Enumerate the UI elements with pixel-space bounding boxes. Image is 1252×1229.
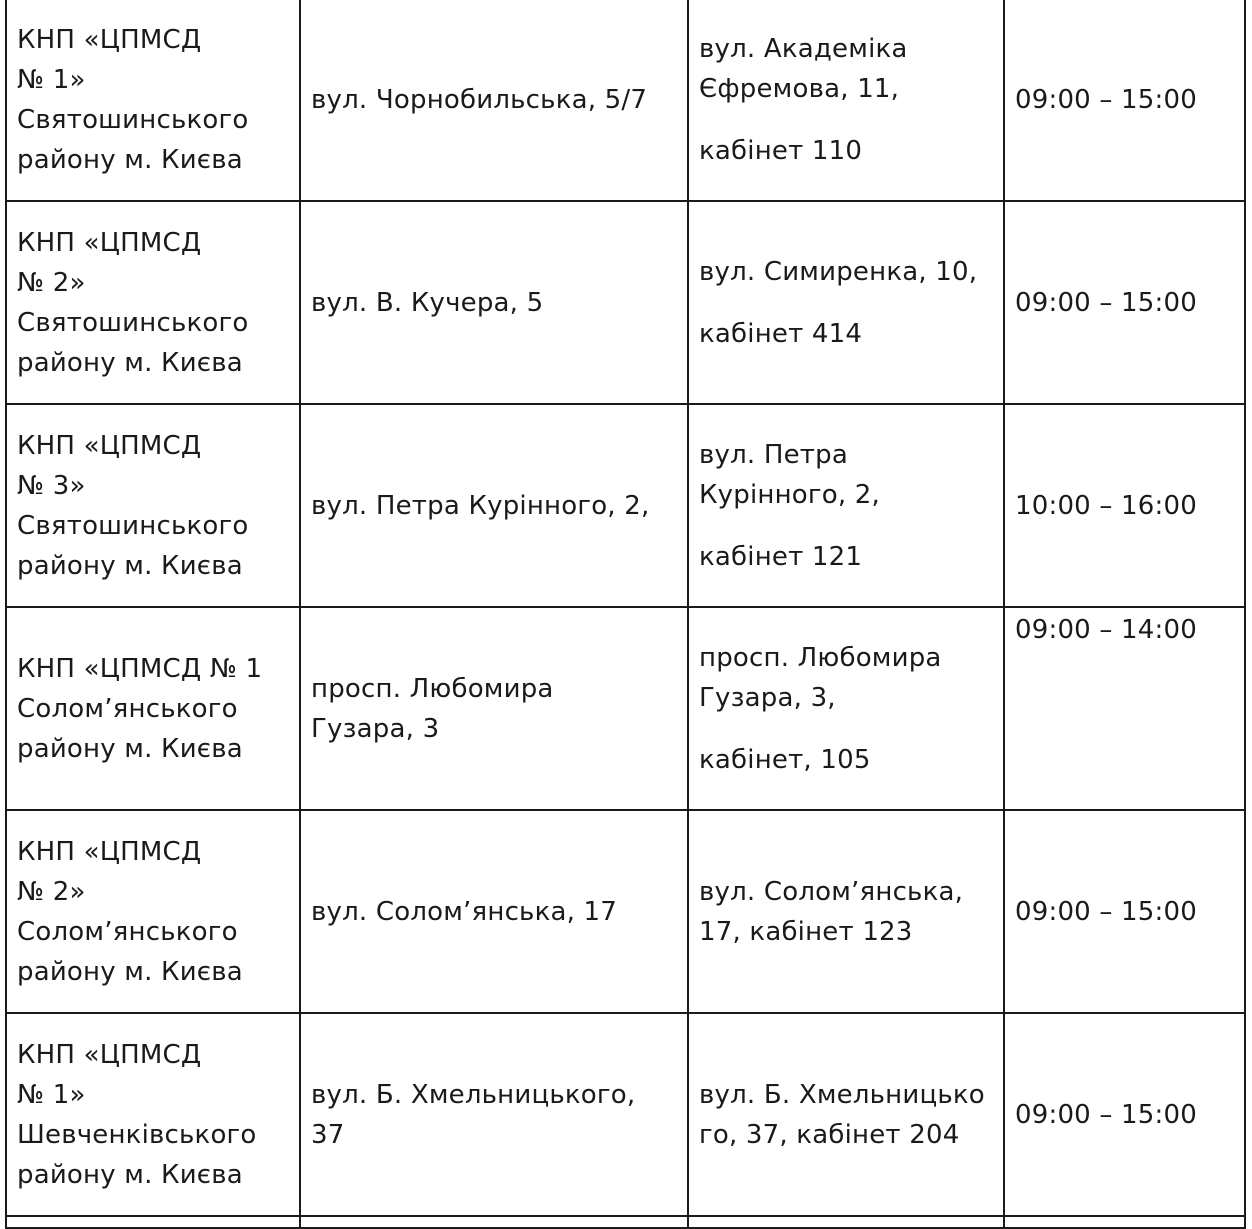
- institution-cell: КНП «ЦПМСД № 1 Солом’янського району м. Києва: [6, 607, 300, 810]
- address-cell: просп. Любомира Гузара, 3: [300, 607, 688, 810]
- table-row: [6, 1013, 1245, 1216]
- office-cell: вул. Солом’янська, 17, кабінет 123: [688, 810, 1004, 1013]
- table-row: [6, 810, 1245, 1013]
- address-cell: вул. Петра Курінного, 2,: [300, 404, 688, 607]
- hours-cell: 09:00 – 14:00: [1004, 607, 1245, 810]
- hours-cell: 09:00 – 15:00: [1004, 201, 1245, 404]
- institution-cell: КНП «ЦПМСД № 3» Святошинського району м. Києва: [6, 404, 300, 607]
- table-row: [6, 607, 1245, 810]
- institution-cell: КНП «ЦПМСД № 1» Святошинського району м. Києва: [6, 0, 300, 201]
- hours-cell: 10:00 – 16:00: [1004, 404, 1245, 607]
- table-row: [6, 1216, 1245, 1228]
- address-cell: вул. Солом’янська, 17: [300, 810, 688, 1013]
- clinics-schedule-table: [5, 0, 1246, 1229]
- address-cell: вул. Б. Хмельницького, 37: [300, 1013, 688, 1216]
- office-cell: [688, 1216, 1004, 1228]
- table-row: [6, 201, 1245, 404]
- office-cell: вул. Б. Хмельницько го, 37, кабінет 204: [688, 1013, 1004, 1216]
- address-cell: вул. В. Кучера, 5: [300, 201, 688, 404]
- office-cell: вул. Академіка Єфремова, 11, кабінет 110: [688, 0, 1004, 201]
- office-cell: вул. Петра Курінного, 2, кабінет 121: [688, 404, 1004, 607]
- hours-cell: 09:00 – 15:00: [1004, 0, 1245, 201]
- institution-cell: КНП «ЦПМСД № 1» Шевченківського району м. Києва: [6, 1013, 300, 1216]
- hours-cell: 09:00 – 15:00: [1004, 1013, 1245, 1216]
- institution-cell: КНП «ЦПМСД № 2» Святошинського району м. Києва: [6, 201, 300, 404]
- address-cell: [300, 1216, 688, 1228]
- table-row: [6, 404, 1245, 607]
- institution-cell: [6, 1216, 300, 1228]
- hours-cell: 09:00 – 15:00: [1004, 810, 1245, 1013]
- hours-cell: [1004, 1216, 1245, 1228]
- institution-cell: КНП «ЦПМСД № 2» Солом’янського району м. Києва: [6, 810, 300, 1013]
- table-row: [6, 0, 1245, 201]
- office-cell: вул. Симиренка, 10, кабінет 414: [688, 201, 1004, 404]
- office-cell: просп. Любомира Гузара, 3, кабінет, 105: [688, 607, 1004, 810]
- address-cell: вул. Чорнобильська, 5/7: [300, 0, 688, 201]
